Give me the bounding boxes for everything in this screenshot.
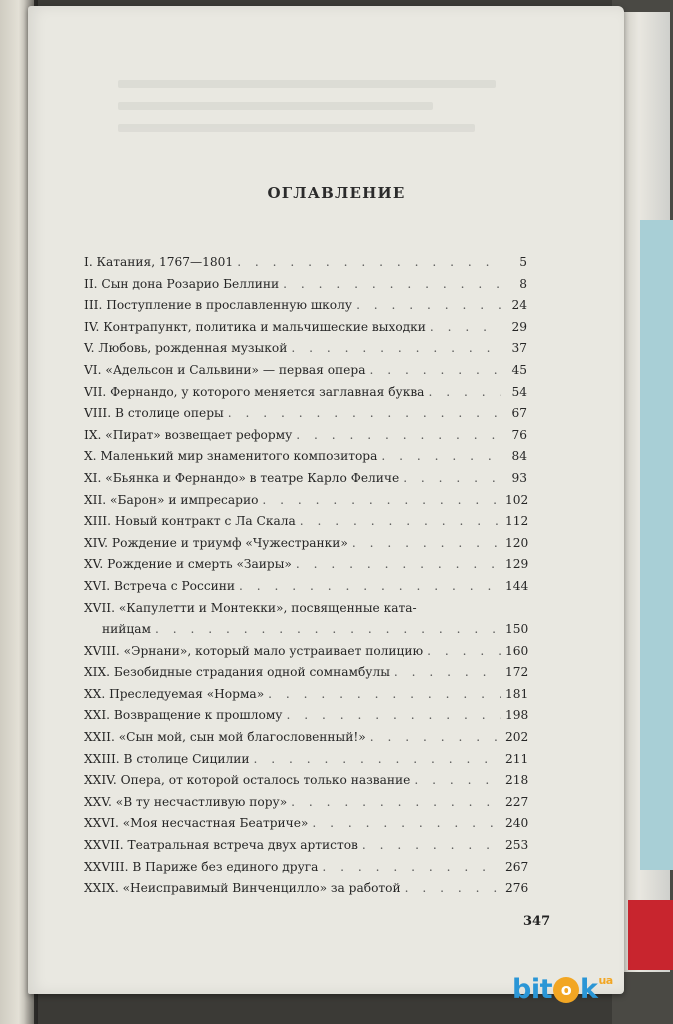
toc-entry-title: XXI. Возвращение к прошлому [84,708,283,723]
toc-entry [84,813,527,835]
toc-entry-page: 93 [511,470,527,485]
dot-leader [228,403,501,425]
toc-entry-page: 5 [519,255,527,269]
dot-leader [155,619,501,641]
toc-entry-page: 267 [505,859,529,874]
toc-entry-page: 276 [505,881,529,896]
toc-entry-title: VII. Фернандо, у которого меняется заглавная буква [84,384,425,399]
toc-entry [84,317,527,339]
toc-entry-title: XIX. Безобидные страдания одной сомнамбулы [84,665,390,680]
toc-entry-page: 45 [511,362,527,377]
dot-leader [362,835,501,857]
toc-entry-title: XIV. Рождение и триумф «Чужестранки» [84,535,348,550]
toc-entry [84,662,527,684]
toc-entry-title: XXV. «В ту несчастливую пору» [84,794,288,809]
dot-leader [239,576,501,598]
toc-entry-title: XXVI. «Моя несчастная Беатриче» [84,816,309,831]
dot-leader [286,705,501,727]
table-of-contents [84,252,527,900]
toc-entry-page: 253 [505,838,529,853]
toc-entry-page: 37 [511,341,527,356]
logo-o-icon: o [553,977,579,1003]
toc-entry [84,749,527,771]
toc-entry-title: IV. Контрапункт, политика и мальчишеские выходки [84,319,426,334]
dot-leader [268,684,501,706]
toc-entry-page: 112 [505,514,529,529]
toc-entry-title: XXVIII. В Париже без единого друга [84,859,319,874]
toc-entry [84,598,527,620]
show-through-text [118,66,538,156]
toc-entry-page: 150 [505,622,529,637]
toc-entry-title: XII. «Барон» и импресарио [84,492,259,507]
logo-text-pre: bit [512,974,552,1005]
toc-entry [84,705,527,727]
toc-entry-page: 120 [505,535,529,550]
toc-entry-title: XI. «Бьянка и Фернандо» в театре Карло Феличе [84,470,400,485]
toc-entry-page: 29 [511,319,527,334]
dot-leader [403,468,501,490]
toc-entry-title: XXII. «Сын мой, сын мой благословенный!» [84,730,366,745]
toc-entry [84,425,527,447]
dot-leader [253,749,501,771]
dot-leader [370,727,501,749]
toc-entry-page: 129 [505,557,529,572]
toc-entry [84,770,527,792]
toc-entry [84,727,527,749]
toc-entry-page: 84 [511,449,527,464]
toc-entry-page: 181 [505,686,529,701]
toc-entry-title: XX. Преследуемая «Норма» [84,686,265,701]
toc-entry [84,792,527,814]
toc-entry [84,835,527,857]
toc-entry-page: 211 [505,751,529,766]
dot-leader [300,511,501,533]
toc-entry [84,511,527,533]
toc-entry-title: I. Катания, 1767—1801 [84,255,234,269]
toc-entry-title: нийцам [102,622,151,637]
toc-entry-title: II. Сын дона Розарио Беллини [84,276,280,291]
page-number: 347 [523,914,551,929]
toc-entry-page: 172 [505,665,529,680]
dot-leader [283,274,501,296]
dot-leader [427,641,501,663]
toc-entry-page: 102 [505,492,529,507]
toc-entry-title: IX. «Пират» возвещает реформу [84,427,293,442]
dot-leader [430,317,501,339]
toc-entry [84,554,527,576]
toc-entry [84,360,527,382]
toc-entry [84,382,527,404]
toc-entry-title: XVIII. «Эрнани», который мало устраивает полицию [84,643,424,658]
dot-leader [405,878,501,900]
toc-entry-title: VI. «Адельсон и Сальвини» — первая опера [84,362,366,377]
dot-leader [356,295,501,317]
toc-entry-title: XXVII. Театральная встреча двух артистов [84,838,358,853]
dot-leader [352,533,501,555]
toc-entry-title: III. Поступление в прославленную школу [84,298,353,313]
toc-entry-page: 76 [511,427,527,442]
toc-entry-page: 218 [505,773,529,788]
toc-entry-title: XXIII. В столице Сицилии [84,751,250,766]
toc-entry [84,403,527,425]
dot-leader [369,360,501,382]
dot-leader [428,382,501,404]
dot-leader [312,813,501,835]
dot-leader [296,554,501,576]
dot-leader [291,792,501,814]
dot-leader [414,770,501,792]
toc-entry-title: XVI. Встреча с Россини [84,578,236,593]
toc-entry [84,533,527,555]
toc-entry [84,641,527,663]
toc-entry [84,295,527,317]
toc-entry-title: XV. Рождение и смерть «Заиры» [84,557,292,572]
cover-red-strip [628,900,673,970]
toc-entry-page: 24 [511,298,527,313]
dot-leader [394,662,501,684]
toc-entry-title: V. Любовь, рожденная музыкой [84,341,288,356]
toc-entry-page: 198 [505,708,529,723]
toc-entry-title: VIII. В столице оперы [84,406,224,421]
toc-entry [84,857,527,879]
logo-suffix: ua [598,974,613,987]
toc-entry-page: 240 [505,816,529,831]
toc-entry-page: 202 [505,730,529,745]
toc-entry-page: 54 [511,384,527,399]
toc-entry-page: 144 [505,578,529,593]
toc-entry [84,490,527,512]
toc-entry-page: 8 [519,276,527,291]
toc-entry [84,252,527,274]
dot-leader [262,490,501,512]
toc-entry-title: XXIX. «Неисправимый Винченцилло» за работой [84,881,401,896]
watermark-logo [512,974,613,1014]
toc-entry-page: 67 [511,406,527,421]
toc-heading: ОГЛАВЛЕНИЕ [267,184,406,202]
toc-entry [84,338,527,360]
toc-entry [84,619,527,641]
toc-entry-page: 227 [505,794,529,809]
toc-entry [84,684,527,706]
toc-entry [84,274,527,296]
toc-entry-page: 160 [505,643,529,658]
toc-entry-title: X. Маленький мир знаменитого композитора [84,449,378,464]
toc-entry [84,446,527,468]
toc-entry-title: XIII. Новый контракт с Ла Скала [84,514,296,529]
dot-leader [381,446,501,468]
dot-leader [322,857,501,879]
cover-blue-strip [640,220,673,870]
toc-entry [84,576,527,598]
toc-entry-title: XXIV. Опера, от которой осталось только название [84,773,411,788]
toc-entry [84,468,527,490]
logo-text-post: k [580,974,598,1005]
dot-leader [296,425,501,447]
toc-entry-title: XVII. «Капулетти и Монтекки», посвященные ката- [84,600,417,615]
dot-leader [291,338,501,360]
toc-entry [84,878,527,900]
dot-leader [237,252,501,274]
